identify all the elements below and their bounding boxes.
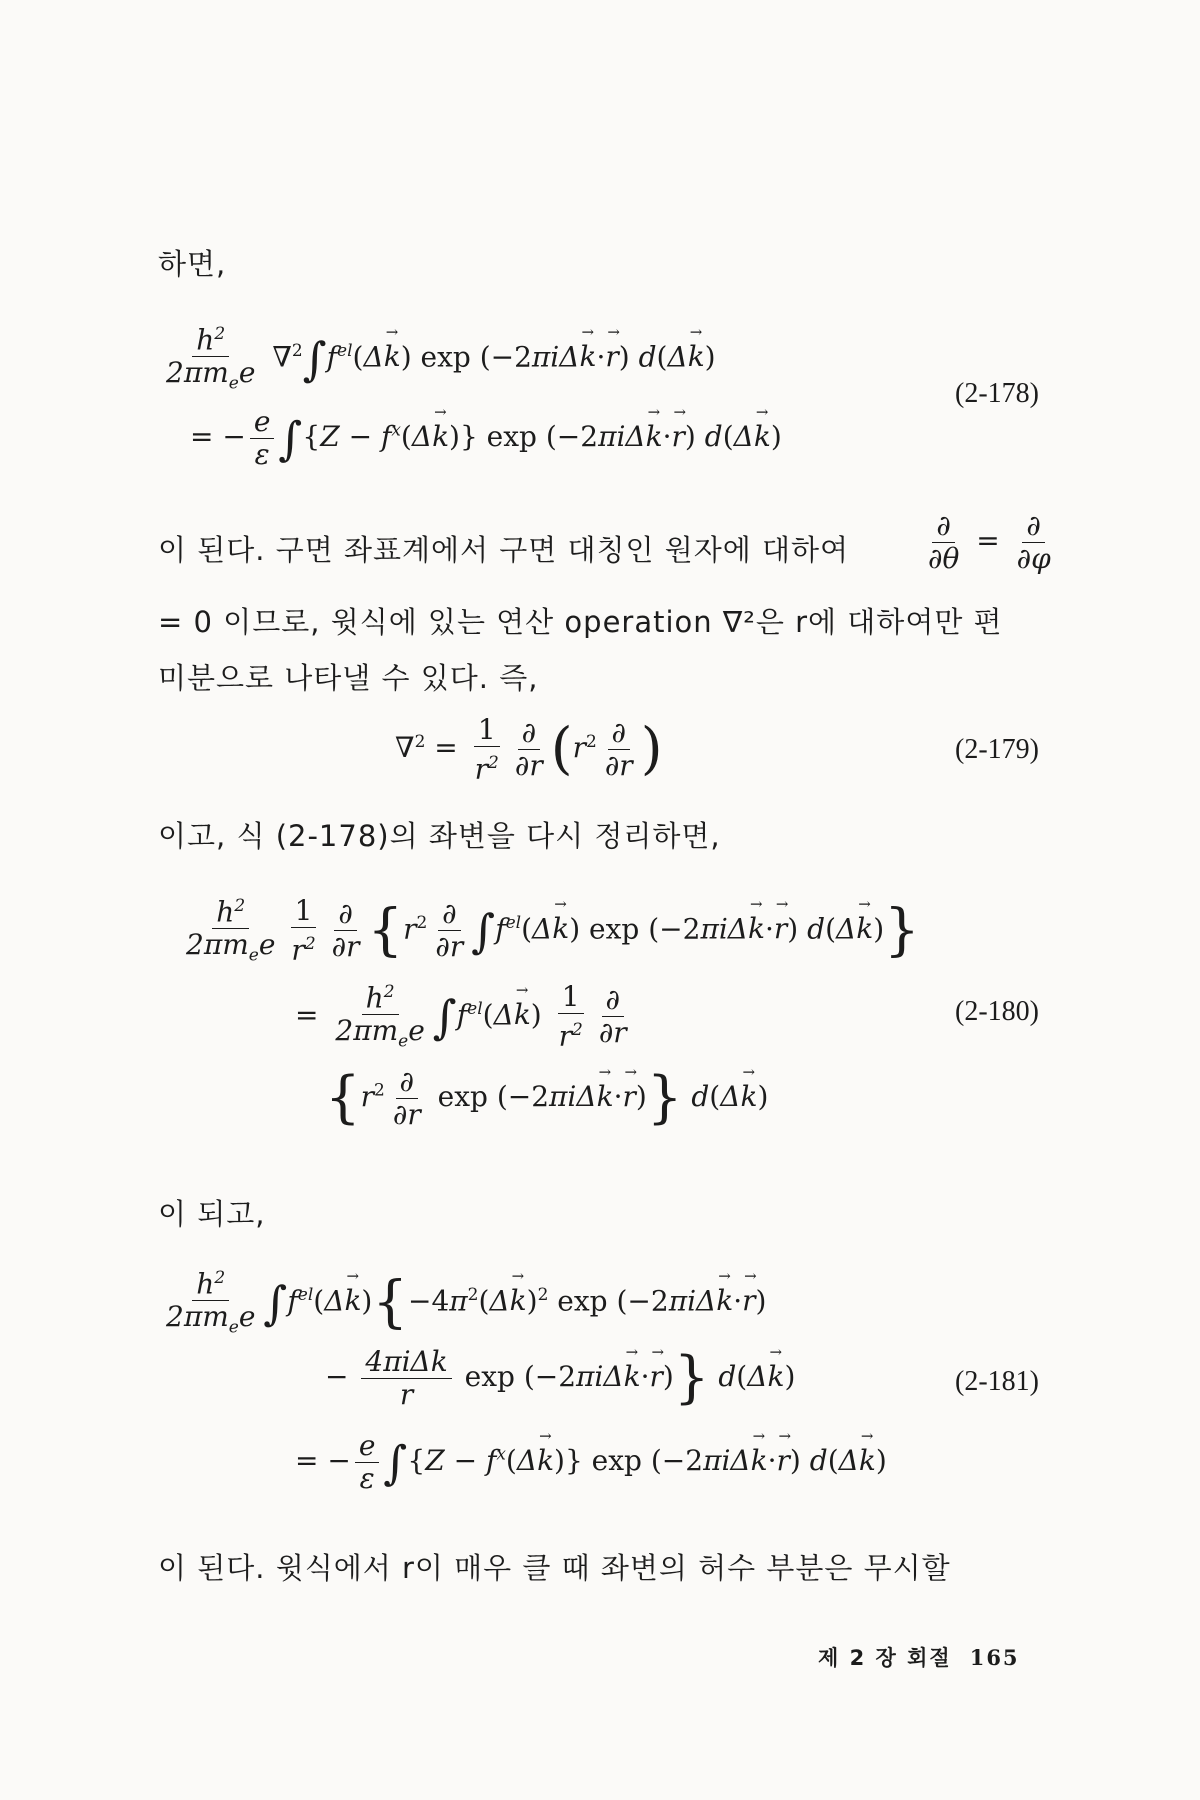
page-footer — [818, 1642, 1020, 1672]
paragraph-7: 이 된다. 윗식에서 r이 매우 클 때 좌변의 허수 부분은 무시할 — [158, 1551, 951, 1585]
equation-2-178-line-1: $\frac{h^2}{2\pi m_ee}$ $\nabla^2\int f^{el}(\Delta k$ →) exp (−2πiΔk →·r →) d(Δk →) — [158, 318, 716, 400]
paragraph-6: 이 되고, — [158, 1197, 266, 1231]
paragraph-5: 이고, 식 (2-178)의 좌변을 다시 정리하면, — [158, 819, 721, 853]
equation-2-181-line-3: = − $\frac{e}{\varepsilon}$ $\int\{Z - f^x(\Delta k$ →)} exp (−2πiΔk →·r →) d(Δk →) — [295, 1430, 887, 1495]
equation-2-181-line-2: − $\frac{\text{4πiΔk}}{r}$ exp (−2πiΔk →·r →)} d(Δk →) — [325, 1346, 795, 1411]
paragraph-3: = 0 이므로, 윗식에 있는 연산 operation ∇²은 r에 대하여만 편 — [158, 605, 1003, 639]
equation-2-180-line-2: = $\frac{h^2}{2\pi m_ee}$ $\int f^{el}(\Delta k$ →) $\frac{1}{r^2}$ $\frac{\partial}{\partial r}$ — [295, 976, 635, 1058]
equation-2-181-line-1: $\frac{h^2}{2\pi m_ee}$ $\int f^{el}(\Delta k \to)\{-4\pi^2(\Delta k \to)^2$ exp (−2πiΔk →·r →) — [158, 1262, 766, 1344]
inline-partial-equality: $\frac{\partial}{\partial\theta}$ = $\frac{\partial}{\partial\varphi}$ — [928, 509, 1051, 575]
paragraph-2: 이 된다. 구면 좌표계에서 구면 대칭인 원자에 대하여 — [158, 533, 850, 567]
equation-2-178-line-2: = − $\frac{e}{\varepsilon}$ $\int\{Z - f^x(\Delta k$ →)} exp (−2πiΔk →·r →) d(Δk →) — [190, 406, 782, 471]
equation-number-2-180: (2-180) — [955, 996, 1039, 1027]
paragraph-1: 하면, — [158, 247, 227, 281]
paragraph-4: 미분으로 나타낼 수 있다. 즉, — [158, 661, 539, 695]
equation-2-179: ∇$^2$ = $\frac{1}{r^2}$ $\frac{\partial}{\partial r}$ ($r^2$ $\frac{\partial}{\partial r}$ ) — [395, 713, 663, 786]
equation-number-2-179: (2-179) — [955, 734, 1039, 765]
equation-number-2-178: (2-178) — [955, 378, 1039, 409]
equation-2-180-line-3: {$r^2$ $\frac{\partial}{\partial r}$ exp (−2πiΔk →·r →)} d(Δk →) — [325, 1066, 768, 1131]
equation-2-180-line-1: $\frac{h^2}{2\pi m_ee}$ $\frac{1}{r^2}$ $\frac{\partial}{\partial r}$ {$r^2$ $\frac{\partial}{\partial r}$ $\int f^{el}(\Delta k$ →) exp (−2πiΔk →·r →) d(Δk →)} — [178, 890, 920, 972]
page-number: 165 — [969, 1645, 1020, 1670]
chapter-title: 제 2 장 회절 — [818, 1646, 952, 1670]
equation-number-2-181: (2-181) — [955, 1366, 1039, 1397]
